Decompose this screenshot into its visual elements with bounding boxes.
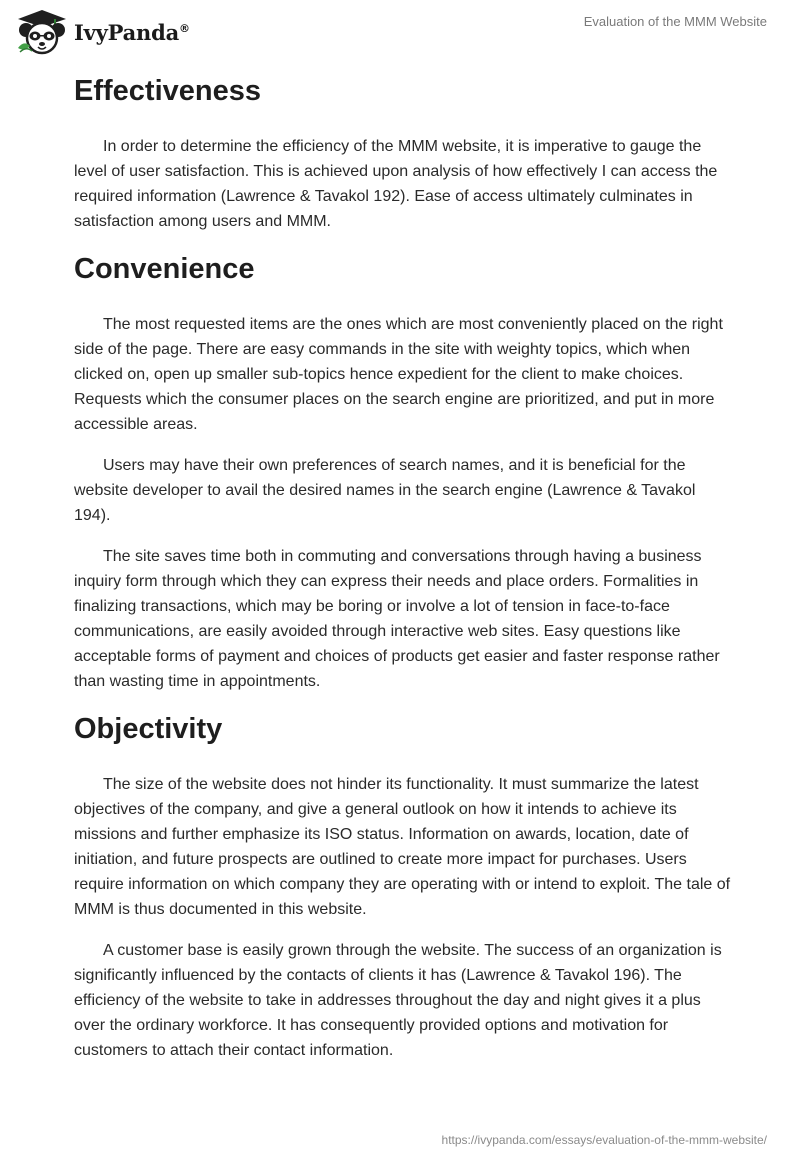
heading-convenience: Convenience: [74, 253, 255, 285]
heading-effectiveness: Effectiveness: [74, 75, 261, 107]
registered-mark: ®: [179, 21, 190, 35]
ivypanda-logo[interactable]: [14, 8, 190, 56]
paragraph: Users may have their own preferences of search names, and it is beneficial for the website developer to avail the desired names in the search engine (Lawrence & Tavakol 194).: [74, 457, 696, 524]
document-title: Evaluation of the MMM Website: [583, 14, 767, 29]
paragraph: The most requested items are the ones which are most conveniently placed on the right side of the page. There are easy commands in the site with weighty topics, which when clicked on, open up smaller sub-topics hence expedient for the client to make choices. Requests which the consumer places on the search engine are prioritized, and put in more accessible areas.: [74, 316, 723, 433]
paragraph: The size of the website does not hinder its functionality. It must summarize the latest objectives of the company, and give a general outlook on how it intends to achieve its missions and further emphasize its ISO status. Information on awards, location, date of initiation, and future prospects are outlined to create more impact for purchases. Users require information on which company they are operating with or intend to exploit. The tale of MMM is thus documented in this website.: [74, 776, 731, 918]
panda-icon: [14, 8, 70, 56]
paragraph: A customer base is easily grown through the website. The success of an organization is significantly influenced by the contacts of clients it has (Lawrence & Tavakol 196). The efficiency of the website to take in addresses throughout the day and night gives it a plus over the ordinary workforce. It has consequently provided options and motivation for customers to attach their contact information.: [74, 942, 722, 1059]
page-header: [0, 0, 800, 64]
brand-name: IvyPanda®: [74, 19, 190, 45]
essay-body: [74, 72, 734, 1063]
paragraph: In order to determine the efficiency of the MMM website, it is imperative to gauge the level of user satisfaction. This is achieved upon analysis of how effectively I can access the required information (Lawrence & Tavakol 192). Ease of access ultimately culminates in satisfaction among users and MMM.: [74, 138, 718, 230]
source-url-link[interactable]: https://ivypanda.com/essays/evaluation-of-the-mmm-website/: [441, 1133, 767, 1147]
heading-objectivity: Objectivity: [74, 713, 223, 745]
paragraph: The site saves time both in commuting and conversations through having a business inquiry form through which they can express their needs and place orders. Formalities in finalizing transactions, which may be boring or involve a lot of tension in face-to-face communications, are easily avoided through interactive web sites. Easy questions like acceptable forms of payment and choices of products get easier and faster response rather than wasting time in appointments.: [74, 548, 720, 690]
